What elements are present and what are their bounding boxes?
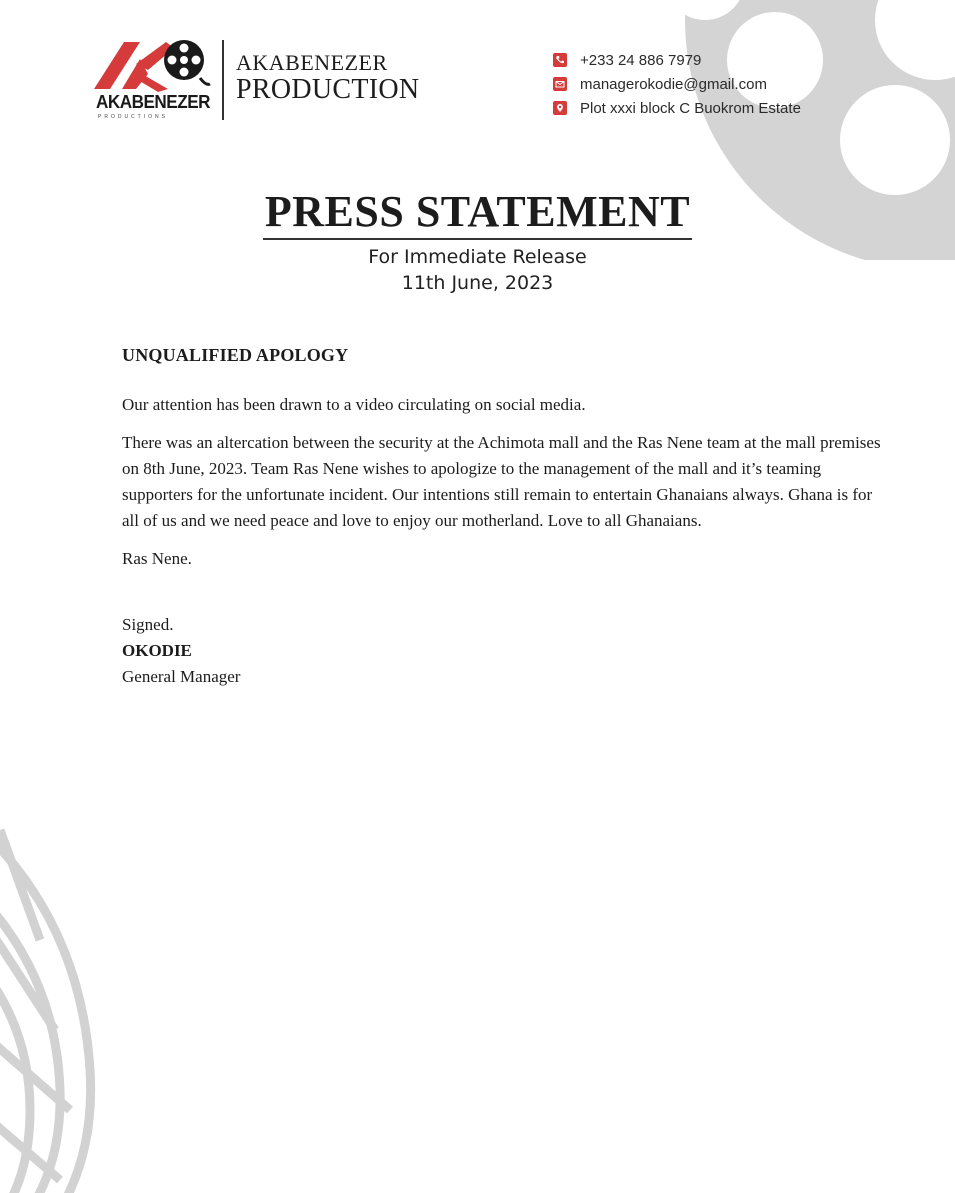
location-pin-icon (553, 101, 567, 115)
contact-info (553, 48, 801, 120)
company-name (236, 52, 419, 104)
paragraph-2: There was an altercation between the security at the Achimota mall and the Ras Nene team at the mall premises on 8th June, 2023. Team Ras Nene wishes to apologize to the management of the mall and it’s teaming supporters for the unfortunate incident. Our intentions still remain to entertain Ghanaians always. Ghana is for all of us and we need peace and love to enjoy our motherland. Love to all Ghanaians. (122, 433, 881, 530)
paragraph-1: Our attention has been drawn to a video circulating on social media. (122, 395, 586, 414)
paragraph-3: Ras Nene. (122, 549, 192, 568)
statement-heading: UNQUALIFIED APOLOGY (122, 345, 349, 365)
signed-label: Signed. (122, 615, 174, 634)
page-title: PRESS STATEMENT (263, 188, 692, 240)
signatory-name: OKODIE (122, 641, 192, 660)
email-address[interactable]: managerokodie@gmail.com (580, 75, 767, 93)
phone-icon (553, 53, 567, 67)
film-reel-decoration-bottom (0, 790, 110, 1193)
mail-icon (553, 77, 567, 91)
signatory-role: General Manager (122, 667, 241, 686)
contact-phone (553, 48, 801, 72)
statement-header (0, 188, 955, 296)
company-name-line1: AKABENEZER (236, 50, 388, 75)
header-divider (222, 40, 224, 120)
phone-number[interactable]: +233 24 886 7979 (580, 51, 702, 69)
contact-email (553, 72, 801, 96)
release-note: For Immediate Release (368, 246, 587, 268)
logo-subtitle: PRODUCTIONS (98, 114, 168, 120)
address-text: Plot xxxi block C Buokrom Estate (580, 99, 801, 117)
contact-address (553, 96, 801, 120)
logo-wordmark: AKABENEZER (96, 92, 211, 112)
company-name-line2: PRODUCTION (236, 74, 420, 105)
statement-body (122, 345, 882, 690)
signature-block (122, 612, 882, 690)
release-date: 11th June, 2023 (401, 272, 554, 294)
